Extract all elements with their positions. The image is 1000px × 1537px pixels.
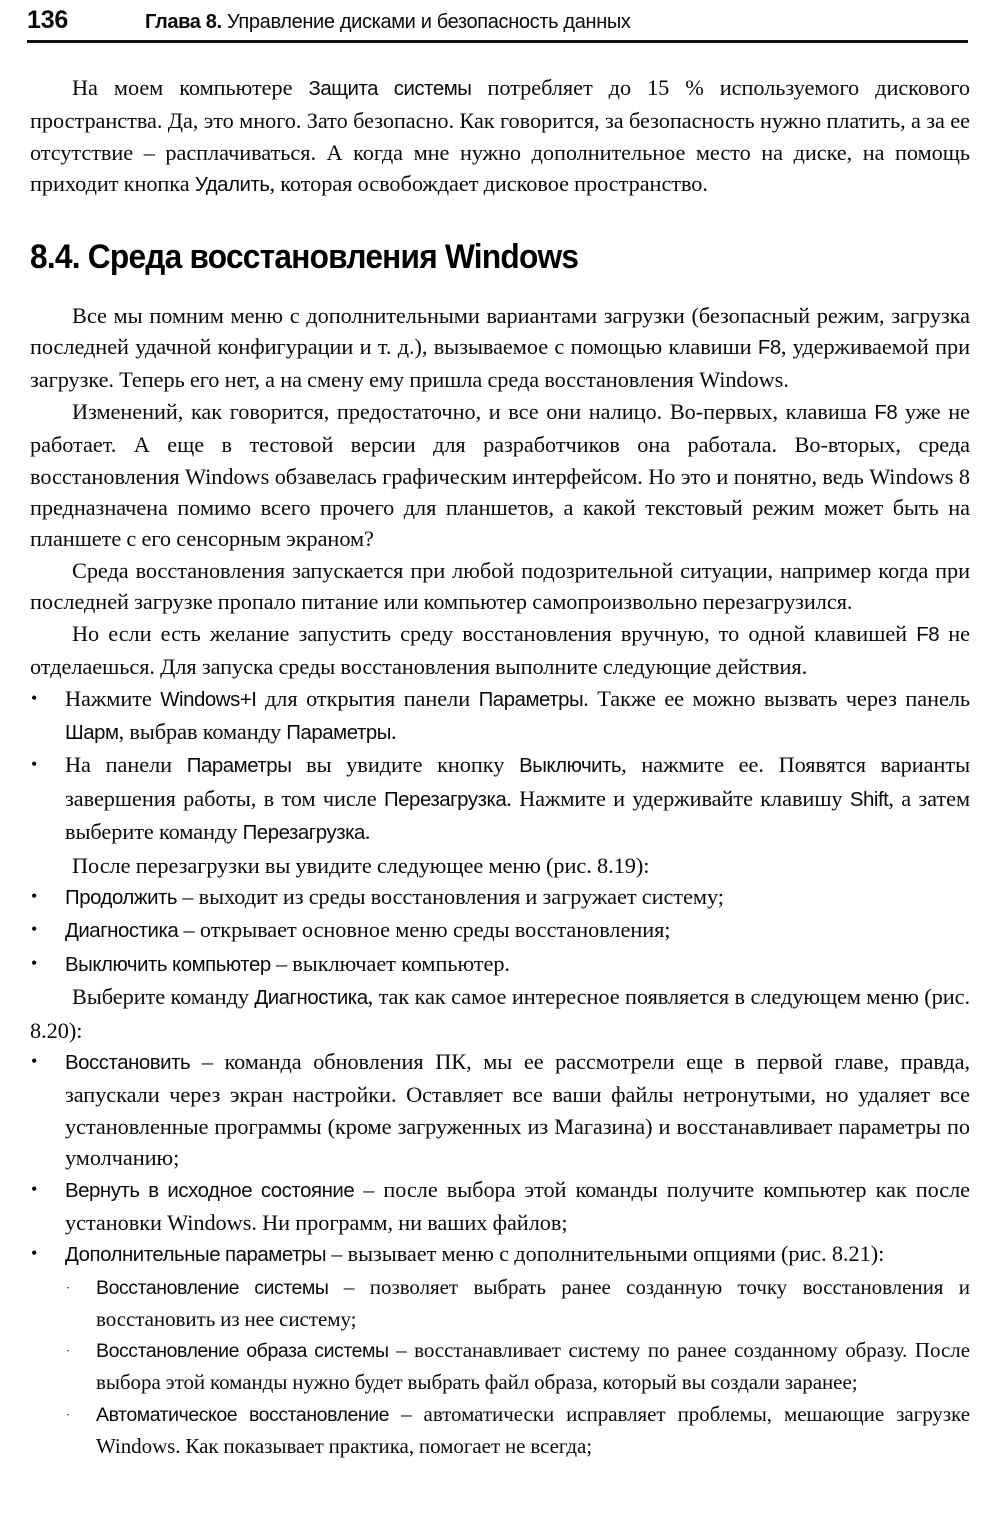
ui-label-restart: Перезагрузка xyxy=(383,788,507,811)
list-advanced-options xyxy=(30,1272,970,1462)
ui-label-power: Выключить xyxy=(519,755,622,778)
key-label-f8: F8 xyxy=(874,401,898,424)
text-run: не отделаешься. Для запуска среды восстановления выполните следующие действия. xyxy=(30,620,970,680)
section-heading: 8.4. Среда восстановления Windows xyxy=(30,237,579,276)
list-item xyxy=(30,1174,970,1239)
paragraph-3 xyxy=(30,555,970,618)
key-label-shift: Shift xyxy=(849,788,889,811)
text-run: вы увидите кнопку xyxy=(291,752,520,778)
text-run: На панели xyxy=(65,752,187,778)
bullet-icon: • xyxy=(31,687,38,708)
bullet-icon: • xyxy=(31,885,38,906)
text-run: потребляет до 15 % используемого дискового пространства. Да, это много. Зато безопасно. Как говорится, за безопасность нужно платить, а за ее отсутствие – расплачиваться. А когда мне нужно дополнительное место на диске, на помощь приходит кнопка xyxy=(30,75,970,197)
list-item xyxy=(30,1238,970,1271)
ui-label-troubleshoot: Диагностика xyxy=(65,920,179,943)
list-boot-menu xyxy=(30,881,970,981)
bullet-icon: • xyxy=(31,754,38,775)
ui-label-settings: Параметры xyxy=(186,755,292,778)
ui-label-settings: Параметры xyxy=(286,721,391,744)
text-run: – выходит из среды восстановления и загружает систему; xyxy=(177,883,724,909)
running-head xyxy=(27,8,968,44)
list-item xyxy=(30,749,970,849)
ui-label-advanced-options: Дополнительные параметры xyxy=(65,1244,327,1267)
ui-label-automatic-repair: Автоматическое восстановление xyxy=(96,1403,390,1426)
ui-label-troubleshoot: Диагностика xyxy=(254,987,368,1010)
text-run: – вызывает меню с дополнительными опциями (рис. 8.21): xyxy=(326,1241,885,1267)
list-item xyxy=(30,914,970,947)
text-run: Среда восстановления запускается при любой подозрительной ситуации, например когда при последней загрузке пропало питание или компьютер самопроизвольно перезагрузился. xyxy=(30,557,970,615)
text-run: . Также ее можно вызвать через панель xyxy=(583,685,971,711)
paragraph-after-boot-menu xyxy=(30,981,970,1046)
ui-label-system-image-recovery: Восстановление образа системы xyxy=(96,1340,389,1363)
spacer xyxy=(30,276,970,300)
running-head-title xyxy=(145,12,631,32)
list-item xyxy=(65,1399,970,1462)
text-run: , нажмите ее. Появятся варианты завершения работы, в том числе xyxy=(65,752,970,811)
text-run: Нажмите xyxy=(65,685,161,711)
ui-label-continue: Продолжить xyxy=(65,886,178,909)
bullet-icon: • xyxy=(31,1243,38,1264)
text-run: , так как самое интересное появляется в следующем меню (рис. 8.20): xyxy=(30,984,970,1043)
text-run: – позволяет выбрать ранее созданную точку восстановления и восстановить из нее систему; xyxy=(96,1274,970,1332)
bullet-icon: · xyxy=(66,1406,71,1422)
text-run: – открывает основное меню среды восстановления; xyxy=(178,917,671,943)
text-run: , выбрав команду xyxy=(118,718,287,744)
key-label-f8: F8 xyxy=(916,623,940,646)
bullet-icon: • xyxy=(31,1178,38,1199)
text-column xyxy=(30,72,970,1462)
ui-label-reset: Вернуть в исходное состояние xyxy=(65,1179,355,1202)
chapter-title: Управление дисками и безопасность данных xyxy=(221,11,631,33)
list-actions xyxy=(30,683,970,850)
key-label-f8: F8 xyxy=(757,337,781,360)
bullet-icon: • xyxy=(31,1050,38,1071)
text-run: . Нажмите и удерживайте клавишу xyxy=(506,785,850,811)
list-item xyxy=(30,1046,970,1174)
list-item xyxy=(65,1272,970,1335)
text-run: – команда обновления ПК, мы ее рассмотрели еще в первой главе, правда, запускали через экран настройки. Оставляет все ваши файлы нетронутыми, но удаляет все установленные программы (кроме загруженных из Магазина) и восстанавливает параметры по умолчанию; xyxy=(65,1048,970,1171)
text-run: – после выбора этой команды получите компьютер как после установки Windows. Ни программ, ни ваших файлов; xyxy=(65,1176,970,1235)
paragraph-after-actions xyxy=(30,850,970,881)
shortcut-windows-i: Windows+I xyxy=(160,688,257,711)
ui-label-charms: Шарм xyxy=(65,721,119,744)
text-run: – восстанавливает систему по ранее созданному образу. После выбора этой команды нужно будет выбрать файл образа, который вы создали заранее; xyxy=(96,1338,970,1395)
bullet-icon: • xyxy=(31,952,38,973)
ui-label-system-protection: Защита системы xyxy=(308,78,472,100)
text-run: Но если есть желание запустить среду восстановления вручную, то одной клавишей xyxy=(72,620,917,646)
paragraph-2 xyxy=(30,396,970,555)
text-run: уже не работает. А еще в тестовой версии для разработчиков она работала. Во-вторых, среда восстановления Windows обзавелась графическим интерфейсом. Но это и понятно, ведь Windows 8 предназначена помимо всего прочего для планшетов, а какой текстовый режим может быть на планшете с его сенсорным экраном? xyxy=(30,398,970,552)
paragraph-4 xyxy=(30,618,970,683)
text-run: , удерживаемой при загрузке. Теперь его нет, а на смену ему пришла среда восстановления Windows. xyxy=(30,334,970,393)
ui-label-turn-off-pc: Выключить компьютер xyxy=(65,953,271,976)
paragraph-intro xyxy=(30,72,970,202)
bullet-icon: · xyxy=(66,1343,71,1359)
bullet-icon: • xyxy=(31,919,38,940)
text-run: . xyxy=(364,819,371,845)
text-run: На моем компьютере xyxy=(72,75,309,100)
ui-label-settings: Параметры xyxy=(478,688,584,711)
text-run: После перезагрузки вы увидите следующее меню (рис. 8.19): xyxy=(72,852,650,878)
text-run: – автоматически исправляет проблемы, мешающие загрузке Windows. Как показывает практика, помогает не всегда; xyxy=(96,1401,970,1458)
list-item xyxy=(30,881,970,914)
ui-label-delete: Удалить xyxy=(194,174,270,197)
ui-label-restart: Перезагрузка xyxy=(242,822,365,845)
text-run: , а затем выберите команду xyxy=(65,785,971,845)
ui-label-refresh: Восстановить xyxy=(65,1051,191,1074)
text-run: Изменений, как говорится, предостаточно, и все они налицо. Во-первых, клавиша xyxy=(72,398,875,424)
text-run: Выберите команду xyxy=(72,984,255,1010)
list-item xyxy=(65,1335,970,1398)
list-diagnostics xyxy=(30,1046,970,1272)
text-run: для открытия панели xyxy=(256,685,479,711)
ui-label-system-restore: Восстановление системы xyxy=(96,1276,329,1299)
text-run: – выключает компьютер. xyxy=(270,950,510,976)
header-divider xyxy=(27,40,968,43)
bullet-icon: · xyxy=(66,1279,71,1295)
text-run: Все мы помним меню с дополнительными вариантами загрузки (безопасный режим, загрузка последней удачной конфигурации и т. д.), вызываемое с помощью клавиши xyxy=(30,302,970,360)
text-run: . xyxy=(390,718,397,744)
list-item xyxy=(30,948,970,981)
list-item xyxy=(30,683,970,750)
page-number: 136 xyxy=(27,6,69,34)
spacer xyxy=(30,202,970,238)
paragraph-1 xyxy=(30,300,970,396)
chapter-label: Глава 8. xyxy=(145,11,222,33)
text-run: , которая освобождает дисковое пространство. xyxy=(269,171,708,197)
